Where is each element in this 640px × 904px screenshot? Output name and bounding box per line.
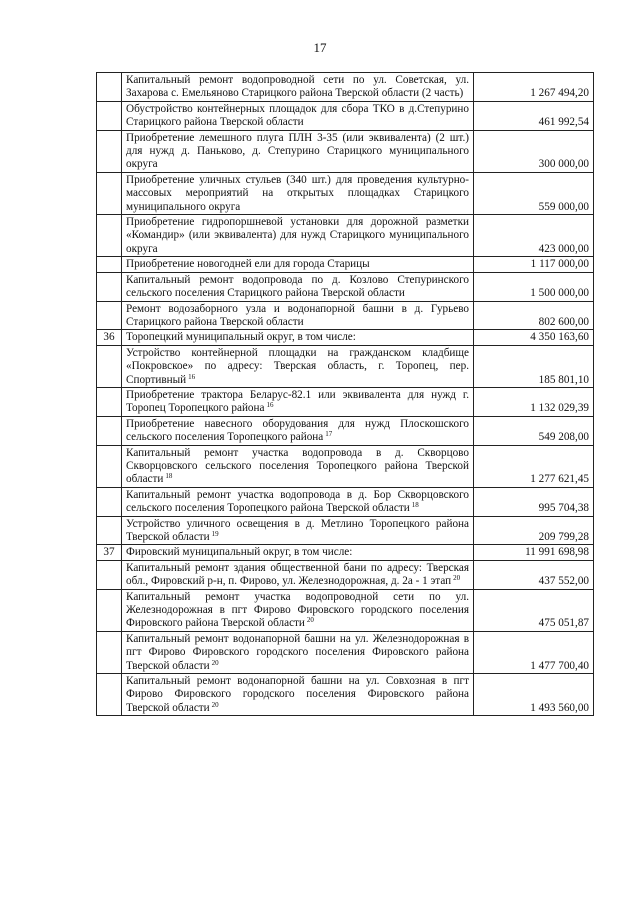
table-row bbox=[97, 101, 594, 130]
row-description-cell bbox=[122, 416, 474, 445]
row-description-cell bbox=[122, 330, 474, 345]
row-number bbox=[97, 560, 122, 589]
row-description-cell bbox=[122, 545, 474, 560]
row-number bbox=[97, 589, 122, 631]
row-number bbox=[97, 416, 122, 445]
table-row bbox=[97, 73, 594, 102]
footnote-marker: 20 bbox=[306, 616, 314, 625]
footnote-marker: 20 bbox=[453, 574, 461, 583]
row-number bbox=[97, 257, 122, 272]
row-number bbox=[97, 130, 122, 172]
row-number: 36 bbox=[97, 330, 122, 345]
row-amount: 423 000,00 bbox=[474, 215, 594, 257]
row-description-cell bbox=[122, 560, 474, 589]
row-description-cell bbox=[122, 631, 474, 673]
row-description: Торопецкий муниципальный округ, в том числе: bbox=[126, 331, 356, 344]
footnote-marker: 19 bbox=[211, 530, 219, 538]
row-amount: 461 992,54 bbox=[474, 101, 594, 130]
row-description: Капитальный ремонт участка водопровода в д. Скворцово Скворцовского сельского поселения Торопецкого района Тверской области bbox=[126, 446, 469, 486]
table-row bbox=[97, 674, 594, 716]
row-description: Ремонт водозаборного узла и водонапорной башни в д. Гурьево Старицкого района Тверской области bbox=[126, 302, 469, 328]
row-number bbox=[97, 516, 122, 545]
row-description-cell bbox=[122, 257, 474, 272]
table-row bbox=[97, 387, 594, 416]
row-description-cell bbox=[122, 487, 474, 516]
table-row bbox=[97, 560, 594, 589]
footnote-marker: 16 bbox=[188, 372, 196, 381]
row-amount: 475 051,87 bbox=[474, 589, 594, 631]
row-number bbox=[97, 345, 122, 387]
row-description: Устройство уличного освещения в д. Метлино Торопецкого района Тверской области bbox=[126, 517, 469, 543]
footnote-marker: 20 bbox=[211, 700, 219, 709]
row-amount: 1 117 000,00 bbox=[474, 257, 594, 272]
row-number bbox=[97, 215, 122, 257]
table-row bbox=[97, 215, 594, 257]
row-description-cell bbox=[122, 589, 474, 631]
row-amount: 1 132 029,39 bbox=[474, 387, 594, 416]
table-row bbox=[97, 345, 594, 387]
row-description: Приобретение трактора Беларус-82.1 или эквивалента для нужд г. Торопец Торопецкого района bbox=[126, 388, 469, 415]
footnote-marker: 17 bbox=[325, 430, 333, 439]
row-number bbox=[97, 73, 122, 102]
row-number bbox=[97, 487, 122, 516]
row-amount: 1 500 000,00 bbox=[474, 272, 594, 301]
budget-table bbox=[96, 72, 594, 716]
footnote-marker: 16 bbox=[266, 401, 274, 410]
table-row bbox=[97, 172, 594, 214]
row-amount: 185 801,10 bbox=[474, 345, 594, 387]
row-description: Капитальный ремонт участка водопровода в д. Бор Скворцовского сельского поселения Торопецкого района Тверской области bbox=[126, 488, 469, 515]
row-description: Приобретение навесного оборудования для нужд Плоскошского сельского поселения Торопецкого района bbox=[126, 417, 469, 444]
table-row bbox=[97, 330, 594, 345]
table-row bbox=[97, 631, 594, 673]
footnote-marker: 20 bbox=[211, 658, 219, 667]
table-row bbox=[97, 272, 594, 301]
row-amount: 802 600,00 bbox=[474, 301, 594, 330]
row-description-cell bbox=[122, 215, 474, 257]
row-number bbox=[97, 631, 122, 673]
row-amount: 437 552,00 bbox=[474, 560, 594, 589]
table-row bbox=[97, 257, 594, 272]
row-description: Приобретение гидропоршневой установки для дорожной разметки «Командир» (или эквивалента) для нужд Старицкого муниципального округа bbox=[126, 216, 469, 255]
page-number: 17 bbox=[313, 40, 327, 55]
table-row bbox=[97, 130, 594, 172]
row-description-cell bbox=[122, 674, 474, 716]
row-number bbox=[97, 445, 122, 487]
row-description-cell bbox=[122, 301, 474, 330]
row-description: Капитальный ремонт здания общественной бани по адресу: Тверская обл., Фировский р-н, п. Фирово, ул. Железнодорожная, д. 2а - 1 этап bbox=[126, 561, 469, 588]
row-amount: 1 277 621,45 bbox=[474, 445, 594, 487]
row-description: Капитальный ремонт водопроводной сети по ул. Советская, ул. Захарова с. Емельяново Старицкого района Тверской области (2 часть) bbox=[126, 74, 469, 100]
row-amount: 1 267 494,20 bbox=[474, 73, 594, 102]
row-description-cell bbox=[122, 101, 474, 130]
row-description: Капитальный ремонт участка водопроводной сети по ул. Железнодорожная в пгт Фирово Фировского городского поселения Фировского района Тверской области bbox=[126, 590, 469, 630]
row-amount: 300 000,00 bbox=[474, 130, 594, 172]
row-amount: 549 208,00 bbox=[474, 416, 594, 445]
row-description: Капитальный ремонт водопровода по д. Козлово Степуринского сельского поселения Старицкого района Тверской области bbox=[126, 273, 469, 300]
row-description: Устройство контейнерной площадки на гражданском кладбище «Покровское» по адресу: Тверская область, г. Торопец, пер. Спортивный bbox=[126, 346, 469, 386]
row-description: Приобретение уличных стульев (340 шт.) для проведения культурно-массовых мероприятий на открытых площадках Старицкого муниципального округа bbox=[126, 173, 469, 213]
row-description-cell bbox=[122, 272, 474, 301]
row-description: Обустройство контейнерных площадок для сбора ТКО в д.Степурино Старицкого района Тверской области bbox=[126, 102, 469, 129]
row-description: Капитальный ремонт водонапорной башни на ул. Совхозная в пгт Фирово Фировского городского поселения Фировского района Тверской области bbox=[126, 675, 469, 714]
row-amount: 1 477 700,40 bbox=[474, 631, 594, 673]
table-row bbox=[97, 487, 594, 516]
row-number bbox=[97, 101, 122, 130]
row-amount: 559 000,00 bbox=[474, 172, 594, 214]
row-description-cell bbox=[122, 387, 474, 416]
table-row bbox=[97, 301, 594, 330]
row-number bbox=[97, 301, 122, 330]
row-description-cell bbox=[122, 516, 474, 545]
row-description-cell bbox=[122, 345, 474, 387]
row-description-cell bbox=[122, 130, 474, 172]
row-description: Капитальный ремонт водонапорной башни на ул. Железнодорожная в пгт Фирово Фировского городского поселения Фировского района Тверской области bbox=[126, 632, 469, 672]
row-amount: 4 350 163,60 bbox=[474, 330, 594, 345]
table-row bbox=[97, 589, 594, 631]
row-number bbox=[97, 674, 122, 716]
row-description: Фировский муниципальный округ, в том числе: bbox=[126, 546, 353, 559]
table-row bbox=[97, 516, 594, 545]
row-description-cell bbox=[122, 172, 474, 214]
row-description: Приобретение новогодней ели для города Старицы bbox=[126, 258, 370, 271]
row-amount: 1 493 560,00 bbox=[474, 674, 594, 716]
footnote-marker: 18 bbox=[411, 501, 419, 510]
row-description-cell bbox=[122, 445, 474, 487]
row-description: Приобретение лемешного плуга ПЛН 3-35 (или эквивалента) (2 шт.) для нужд д. Паньково, д. Степурино Старицкого муниципального округа bbox=[126, 131, 469, 171]
row-amount: 11 991 698,98 bbox=[474, 545, 594, 560]
footnote-marker: 18 bbox=[165, 472, 173, 481]
row-number bbox=[97, 272, 122, 301]
row-amount: 995 704,38 bbox=[474, 487, 594, 516]
row-number: 37 bbox=[97, 545, 122, 560]
table-row bbox=[97, 445, 594, 487]
table-row bbox=[97, 416, 594, 445]
row-number bbox=[97, 172, 122, 214]
row-number bbox=[97, 387, 122, 416]
row-amount: 209 799,28 bbox=[474, 516, 594, 545]
table-row bbox=[97, 545, 594, 560]
row-description-cell bbox=[122, 73, 474, 102]
